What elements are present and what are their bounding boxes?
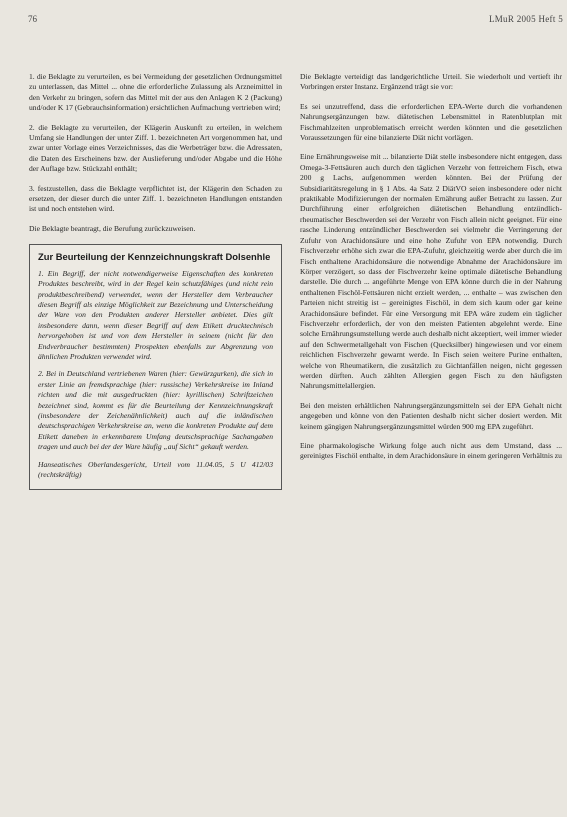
headnote-paragraph: 2. Bei in Deutschland vertriebenen Waren (hier: Gewürzgurken), die sich in erster Linie an fremdsprachige (hier: russische) Verkehrskreise im Inland richten und die mit ausgedruckten (hier: kyrillischen) Schriftzeichen bezeichnet sind, kommt es für die Beurteilung der Kennzeichnungskraft (insbesondere der Zeichenähnlichkeit) auch auf die inländischen deutschsprachigen Verkehrskreise an, wenn die konkreten Produkte auf dem Etikett daneben in erkennbarem Umfang deutschsprachige Sachangaben tragen und auch bei der der Ware häufig „auf Sicht“ gekauft werden. (38, 369, 273, 452)
paragraph: Es sei unzutreffend, dass die erforderlichen EPA-Werte durch die vorhandenen Nahrungsergänzungen bzw. diätetischen Lebensmittel in Ratenblutplan mit Fischmahlzeiten unproblematisch erreicht werden könnten und die gesetzlichen Voraussetzungen für eine bilanzierte Diät nicht vorlägen. (300, 101, 562, 143)
right-column (300, 72, 562, 471)
paragraph: 2. die Beklagte zu verurteilen, der Klägerin Auskunft zu erteilen, in welchem Umfang sie Handlungen der unter Ziff. 1. bezeichneten Art vorgenommen hat, und zwar unter Vorlage eines Verzeichnisses, das die Werbeträger bzw. die Adressaten, die Daten des Erscheinens bzw. der Auslieferung und/oder Abgabe und die Höhe der Auflage bzw. Stückzahl enthält; (29, 122, 282, 174)
page-header (0, 14, 567, 28)
page-number: 76 (28, 14, 37, 24)
paragraph: Die Beklagte verteidigt das landgerichtliche Urteil. Sie wiederholt und vertieft ihr Vorbringen erster Instanz. Ergänzend trägt sie vor: (300, 72, 562, 92)
headnote-box (29, 244, 282, 489)
left-column (29, 72, 282, 490)
journal-citation: LMuR 2005 Heft 5 (488, 14, 563, 24)
paragraph: 1. die Beklagte zu verurteilen, es bei Vermeidung der gesetzlichen Ordnungsmittel zu unterlassen, das Mittel ... ohne die erforderliche Zulassung als Arzneimittel in den Verkehr zu bringen, sofern das Mittel mit der aus den Anlagen K 2 (Packung) und/oder K 17 (Gebrauchsinformation) ersichtlichen Aufmachung vertrieben wird; (29, 72, 282, 113)
paragraph: Eine pharmakologische Wirkung folge auch nicht aus dem Umstand, dass ... gereinigtes Fischöl enthalte, in dem Arachidonsäure in einem geringeren Verhältnis zu (300, 441, 562, 461)
headnote-title: Zur Beurteilung der Kennzeichnungskraft Dolsenhle (38, 251, 271, 263)
headnote-paragraph: 1. Ein Begriff, der nicht notwendigerweise Eigenschaften des konkreten Produktes beschreibt, wird in der Regel kein schutzfähiges (und nicht rein produktbeschreibend) verwendet, wenn der Hersteller dem Verbraucher diesen Begriff als einzige Möglichkeit zur Bezeichnung und Unterscheidung der Ware von den Produkten anderer Hersteller anbietet. Dies gilt insbesondere dann, wenn dieser Begriff auf dem Etikett drucktechnisch hervorgehoben ist und von dem Hersteller in seinem (nicht für den Endverbraucher bestimmten) Prospekten ebenfalls zur Abgrenzung von ähnlichen Produkten verwendet wird. (38, 268, 273, 362)
court-citation: Hanseatisches Oberlandesgericht, Urteil vom 11.04.05, 5 U 412/03 (rechtskräftig) (38, 459, 273, 480)
paragraph: Die Beklagte beantragt, die Berufung zurückzuweisen. (29, 223, 196, 233)
paragraph: Bei den meisten erhältlichen Nahrungsergänzungsmitteln sei der EPA Gehalt nicht angegeben und könne von den Patienten deshalb nicht sicher dosiert werden. Mit keinem gängigen Nahrungsergänzungsmittel würden 900 mg EPA zugeführt. (300, 400, 562, 431)
paragraph: 3. festzustellen, dass die Beklagte verpflichtet ist, der Klägerin den Schaden zu ersetzen, der dieser durch die unter Ziff. 1. bezeichneten Handlungen entstanden ist und noch entstehen wird. (29, 183, 282, 214)
paragraph: Eine Ernährungsweise mit ... bilanzierte Diät stelle insbesondere nicht entgegen, dass Omega-3-Fettsäuren auch durch den täglichen Verzehr von fettreichem Fisch, etwa 200 g Lachs, aufgenommen werden könnten. Bei der Prüfung der Subsidiaritätsregelung in § 1 Abs. 4a Satz 2 DiätVO seien insbesondere oder nicht praktikable Modifizierungen der normalen Ernährung außer Betracht zu lassen. Zur Durchführung einer erfolgreichen diätetischen Behandlung entzündlich-rheumatischer Beschwerden sei der Verzehr von Fisch allein nicht geeignet. Für eine rasche Linderung entzündlicher Beschwerden sei vielmehr die Verringerung der Zufuhr von Arachidonsäure und eine hohe Zufuhr von EPA notwendig. Durch Fischverzehr erhöhe sich zwar die EPA-Zufuhr, gleichzeitig werde aber durch die im Fisch enthaltene Arachidonsäure die notwendige Abnahme der Arachidonsäure im Körper verzögert, so dass der Fischverzehr keine optimale diätetische Behandlung darstelle. Die durch ... angeführte Menge von EPA könne durch die in der Nahrung enthaltenen Fischöl-Fettsäuren nicht erzielt werden, ... enthalte – was zwischen den Parteien nicht streitig ist – gereinigtes Fischöl, in dem sich kaum oder gar keine Arachidonsäure befindet. Für eine Versorgung mit EPA wäre zudem ein täglicher Fischverzehr erforderlich, der von den meisten Patienten abgelehnt werde. Eine solche Ernährungsumstellung werde auch deshalb nicht akzeptiert, weil immer wieder auf den Schwermetallgehalt von Fischen (Quecksilber) hingewiesen und vor einem reichlichen Fischverzehr gewarnt werde. In Fisch seien weitere Purine enthalten, welche von Rheumatikern, die zusätzlich zu Gichtanfällen neigen, nicht gegessen werden dürften. Auch zählten Allergien gegen Fisch zu den häufigsten Nahrungsmittelallergien. (300, 152, 562, 391)
